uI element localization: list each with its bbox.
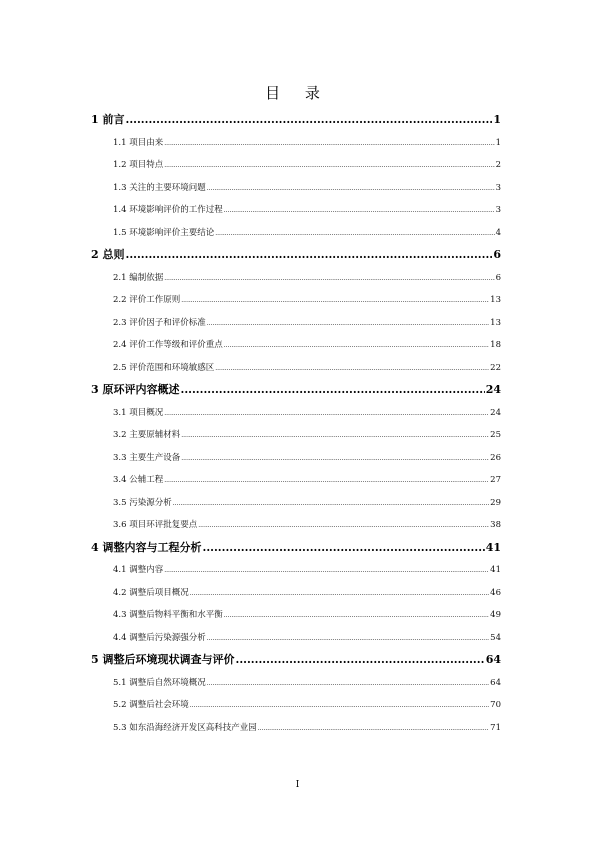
toc-section-entry[interactable] [91,447,501,470]
dot-leader [215,222,494,246]
toc-entry-page: 18 [490,340,501,350]
dot-leader [207,312,489,336]
toc-entry-page: 22 [490,362,501,373]
dot-leader [190,582,489,606]
toc-entry-page: 38 [490,520,501,530]
dot-leader [207,627,489,651]
toc-entry-page: 6 [493,248,501,261]
toc-entry-page: 27 [490,475,501,485]
toc-entry-label: 1.1 项目由来 [113,137,164,148]
toc-entry-page: 4 [495,227,501,238]
toc-entry-label: 3.6 项目环评批复要点 [113,520,198,530]
toc-chapter-entry[interactable] [91,537,501,560]
dot-leader [125,244,492,267]
dot-leader [181,447,489,471]
toc-section-entry[interactable] [91,289,501,312]
toc-section-entry[interactable] [91,514,501,537]
toc-chapter-entry[interactable] [91,244,501,267]
toc-title: 目 录 [265,84,330,103]
toc-entry-label: 4.2 调整后项目概况 [113,587,189,598]
toc-entry-page: 49 [490,610,501,620]
dot-leader [207,177,495,201]
toc-entry-label: 5.2 调整后社会环境 [113,700,189,710]
toc-entry-page: 41 [490,565,501,575]
toc-entry-page: 1 [493,113,501,126]
toc-section-entry[interactable] [91,492,501,515]
toc-section-entry[interactable] [91,694,501,717]
toc-entry-page: 13 [490,317,501,328]
toc-entry-page: 26 [490,452,501,463]
toc-entry-label: 5.1 调整后自然环境概况 [113,677,206,688]
toc-entry-label: 2.1 编制依据 [113,272,164,283]
toc-section-entry[interactable] [91,177,501,200]
toc-entry-label: 1.3 关注的主要环境问题 [113,182,206,193]
toc-entry-page: 3 [495,205,501,215]
toc-entry-label: 2 总则 [91,248,125,261]
toc-entry-label: 4.4 调整后污染源强分析 [113,632,206,643]
toc-entry-page: 2 [495,160,501,170]
toc-entry-label: 2.5 评价范围和环境敏感区 [113,362,215,373]
toc-section-entry[interactable] [91,199,501,222]
dot-leader [202,537,484,560]
dot-leader [181,289,489,313]
toc-entry-page: 71 [490,722,501,733]
dot-leader [215,357,489,381]
dot-leader [181,424,489,448]
toc-entry-label: 3.4 公辅工程 [113,475,164,485]
toc-section-entry[interactable] [91,357,501,380]
toc-entry-label: 2.4 评价工作等级和评价重点 [113,340,223,350]
toc-section-entry[interactable] [91,222,501,245]
toc-section-entry[interactable] [91,267,501,290]
toc-entry-page: 1 [495,137,501,148]
toc-section-entry[interactable] [91,559,501,582]
toc-section-entry[interactable] [91,312,501,335]
toc-section-entry[interactable] [91,334,501,357]
toc-entry-label: 5 调整后环境现状调查与评价 [91,653,235,666]
dot-leader [164,559,489,583]
dot-leader [125,109,492,132]
toc-entry-page: 6 [495,272,501,283]
toc-entry-label: 2.3 评价因子和评价标准 [113,317,206,328]
toc-entry-page: 41 [485,540,501,554]
toc-section-entry[interactable] [91,469,501,492]
toc-entry-label: 4.3 调整后物料平衡和水平衡 [113,610,223,620]
dot-leader [164,132,494,156]
toc-entry-page: 3 [495,182,501,193]
toc-entry-label: 1.2 项目特点 [113,160,164,170]
toc-section-entry[interactable] [91,132,501,155]
toc-entry-page: 46 [490,587,501,598]
dot-leader [164,267,494,291]
dot-leader [164,469,489,493]
dot-leader [207,672,489,696]
dot-leader [190,694,489,718]
toc-section-entry[interactable] [91,402,501,425]
toc-section-entry[interactable] [91,582,501,605]
dot-leader [173,492,489,516]
toc-section-entry[interactable] [91,717,501,740]
toc-section-entry[interactable] [91,672,501,695]
toc-entry-page: 29 [490,497,501,508]
dot-leader [258,717,489,741]
toc-entry-label: 4 调整内容与工程分析 [91,540,202,554]
toc-entry-page: 24 [490,407,501,418]
toc-chapter-entry[interactable] [91,379,501,402]
table-of-contents [91,109,501,739]
toc-chapter-entry[interactable] [91,649,501,672]
toc-entry-label: 5.3 如东沿海经济开发区高科技产业园 [113,722,257,733]
toc-entry-label: 3.1 项目概况 [113,407,164,418]
toc-section-entry[interactable] [91,604,501,627]
dot-leader [164,154,494,178]
dot-leader [224,334,489,358]
toc-chapter-entry[interactable] [91,109,501,132]
dot-leader [224,604,489,628]
toc-entry-page: 70 [490,700,501,710]
toc-section-entry[interactable] [91,154,501,177]
toc-entry-page: 64 [485,653,501,666]
toc-entry-page: 64 [490,677,501,688]
toc-entry-page: 25 [490,430,501,440]
toc-entry-page: 13 [490,295,501,305]
toc-section-entry[interactable] [91,627,501,650]
toc-entry-page: 54 [490,632,501,643]
toc-entry-label: 3.5 污染源分析 [113,497,172,508]
toc-entry-label: 2.2 评价工作原则 [113,295,181,305]
dot-leader [180,379,484,402]
dot-leader [198,514,489,538]
toc-section-entry[interactable] [91,424,501,447]
toc-entry-label: 3.3 主要生产设备 [113,452,181,463]
toc-entry-label: 1 前言 [91,113,125,126]
dot-leader [235,649,484,672]
page-number: I [295,780,300,790]
dot-leader [224,199,495,223]
toc-entry-label: 3.2 主要原辅材料 [113,430,181,440]
dot-leader [164,402,489,426]
toc-entry-label: 1.4 环境影响评价的工作过程 [113,205,223,215]
toc-entry-page: 24 [485,383,501,396]
toc-entry-label: 1.5 环境影响评价主要结论 [113,227,215,238]
toc-entry-label: 4.1 调整内容 [113,565,164,575]
toc-entry-label: 3 原环评内容概述 [91,383,180,396]
